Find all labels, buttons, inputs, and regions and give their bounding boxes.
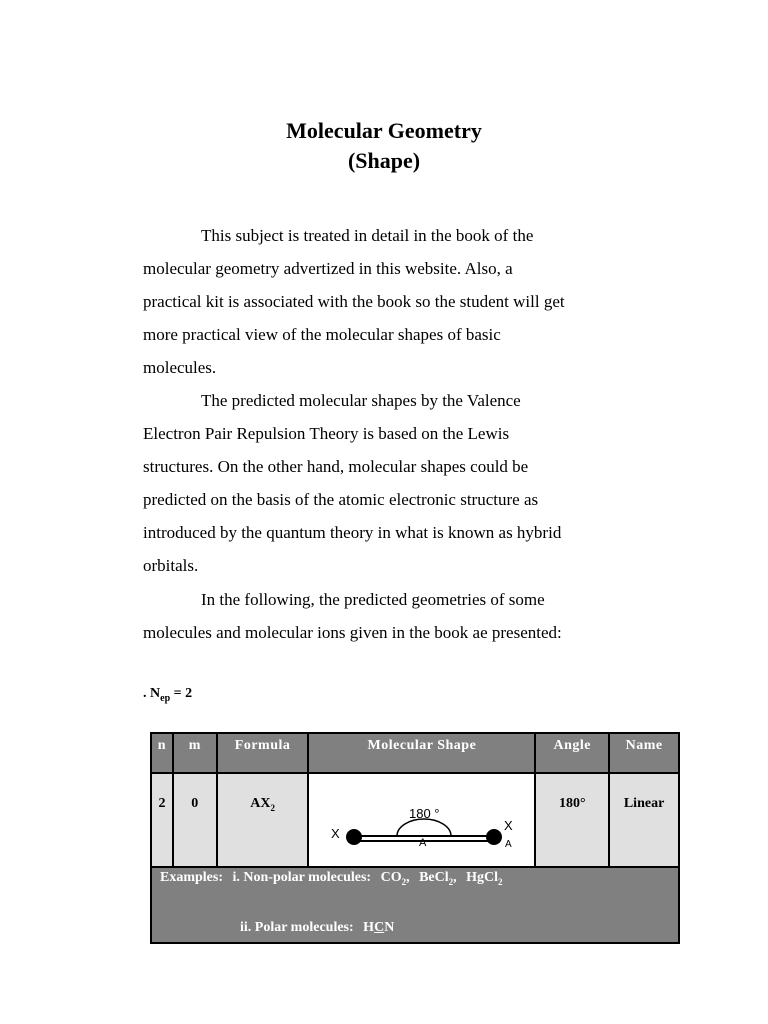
paragraph-line: molecular geometry advertized in this website. Also, a [143, 259, 513, 278]
left-atom-label: X [331, 826, 341, 841]
paragraph-3 [143, 583, 643, 649]
section-suffix: = 2 [170, 686, 193, 701]
header-molecular-shape: Molecular Shape [308, 733, 535, 773]
paragraph-2 [143, 384, 643, 582]
examples-polar-line [160, 920, 678, 936]
paragraph-line: The predicted molecular shapes by the Valence [201, 391, 521, 410]
right-atom-label: X [504, 818, 514, 833]
paragraph-line: This subject is treated in detail in the book of the [201, 226, 534, 245]
linear-shape-diagram [309, 774, 537, 848]
header-angle: Angle [535, 733, 609, 773]
paragraph-line: introduced by the quantum theory in what is known as hybrid [143, 523, 562, 542]
cell-m: 0 [173, 773, 217, 867]
cell-angle: 180° [535, 773, 609, 867]
center-atom-label: A [419, 837, 427, 848]
title-line-2: (Shape) [347, 148, 421, 173]
cell-molecular-shape [308, 773, 535, 867]
paragraph-line: practical kit is associated with the book so the student will get [143, 292, 565, 311]
cell-name: Linear [609, 773, 679, 867]
angle-label: 180 ° [409, 806, 440, 821]
cell-formula [217, 773, 309, 867]
examples-label: Examples: [160, 870, 223, 885]
paragraph-line: Electron Pair Repulsion Theory is based on the Lewis [143, 424, 510, 443]
section-prefix: . N [143, 686, 161, 701]
examples-cell [151, 867, 679, 943]
paragraph-line: molecules. [143, 358, 217, 377]
examples-nonpolar-line [160, 870, 678, 890]
paragraph-1 [143, 219, 643, 384]
header-formula: Formula [217, 733, 309, 773]
paragraph-line: orbitals. [143, 556, 199, 575]
right-atom-sub-label: A [505, 839, 513, 848]
paragraph-line: predicted on the basis of the atomic electronic structure as [143, 490, 539, 509]
formula-hgcl2: HgCl$_2$ [466, 870, 503, 887]
angle-arc [397, 819, 451, 836]
polar-label: ii. Polar molecules: [240, 919, 354, 935]
table-header-row [151, 733, 679, 773]
geometry-table [150, 732, 680, 944]
formula-sub: 2 [270, 802, 275, 813]
paragraph-line: structures. On the other hand, molecular shapes could be [143, 457, 529, 476]
paragraph-line: molecules and molecular ions given in the book ae presented: [143, 623, 562, 642]
paragraph-line: more practical view of the molecular shapes of basic [143, 325, 501, 344]
header-m: m [173, 733, 217, 773]
title-line-1: Molecular Geometry [286, 118, 482, 143]
examples-row [151, 867, 679, 943]
formula-base: AX [250, 796, 271, 811]
section-sub: ep [160, 692, 171, 704]
right-atom-dot [486, 829, 502, 845]
cell-n: 2 [151, 773, 173, 867]
formula-becl2: BeCl$_2$, [419, 870, 457, 887]
header-n: n [151, 733, 173, 773]
formula-co2: $CO_2$, [380, 870, 410, 887]
paragraph-line: In the following, the predicted geometries of some [201, 590, 545, 609]
left-atom-dot [346, 829, 362, 845]
nonpolar-label: i. Non-polar molecules: [232, 870, 372, 885]
table-row [151, 773, 679, 867]
header-name: Name [609, 733, 679, 773]
formula-hcn: HCN [363, 919, 395, 935]
section-heading-nep [143, 684, 192, 709]
